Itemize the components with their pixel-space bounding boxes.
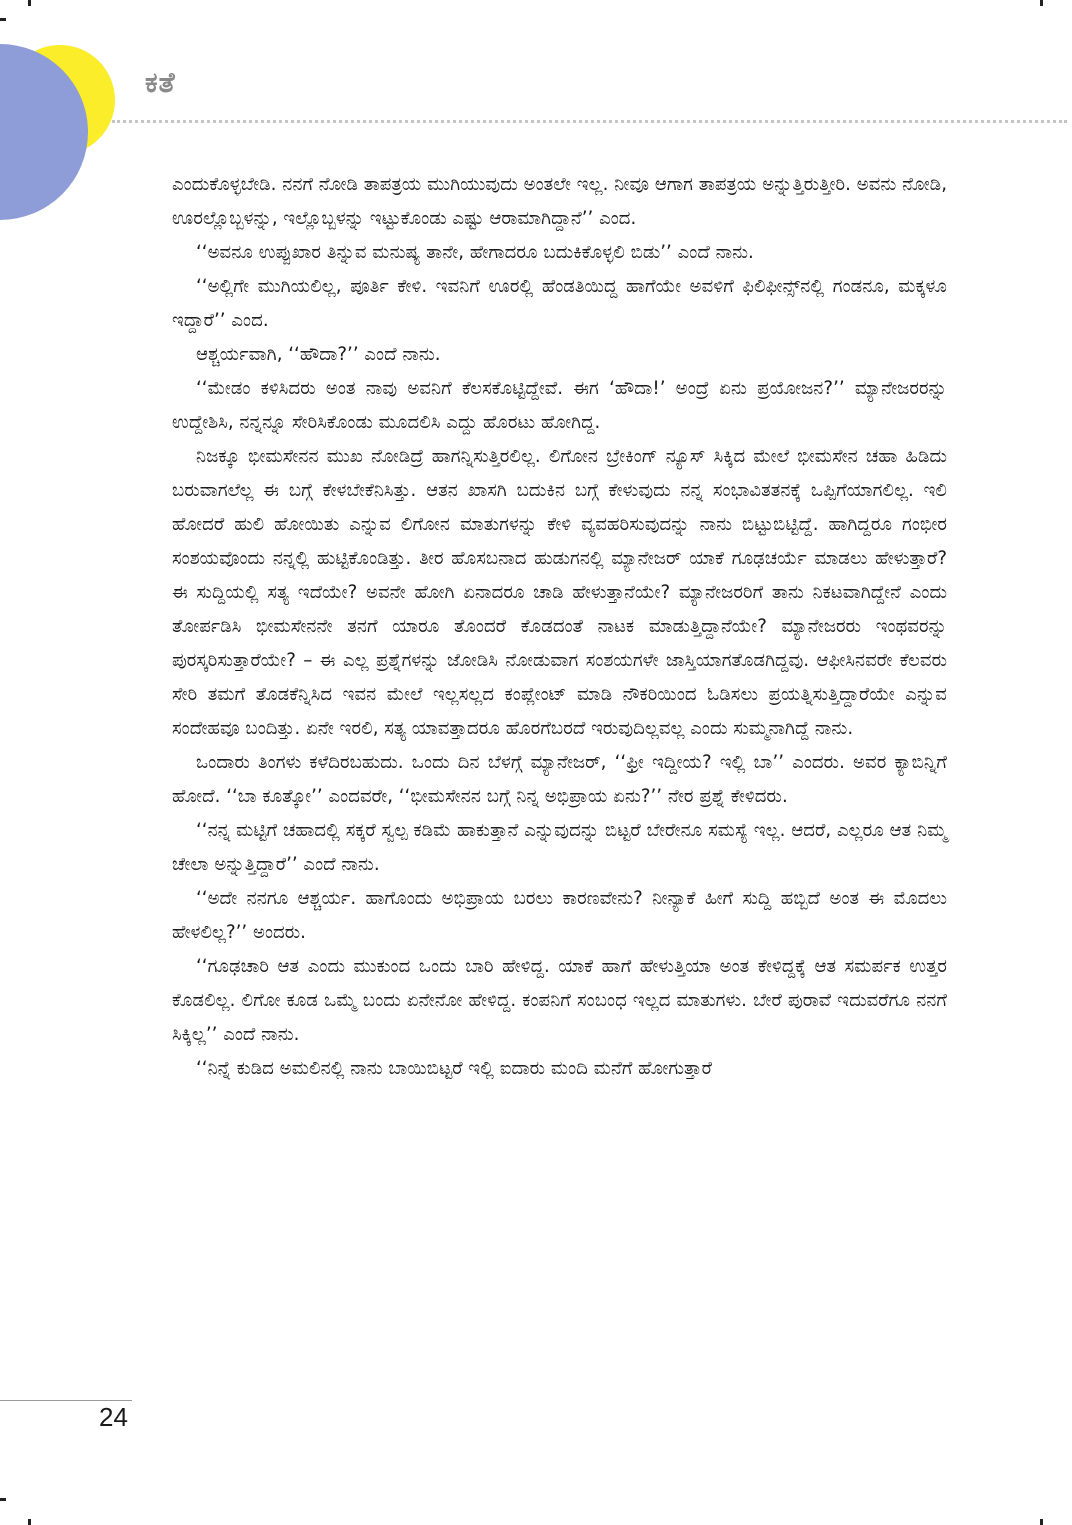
header-decoration [0, 0, 140, 220]
paragraph: ‘‘ಅದೇ ನನಗೂ ಆಶ್ಚರ್ಯ. ಹಾಗೊಂದು ಅಭಿಪ್ರಾಯ ಬರಲು ಕಾರಣವೇನು? ನೀನ್ಯಾಕೆ ಹೀಗೆ ಸುದ್ದಿ ಹಬ್ಬಿದೆ ಅಂತ ಈ ಮೊದಲು ಹೇಳಲಿಲ್ಲ?’’ ಅಂದರು. [172, 888, 947, 943]
crop-mark-top-right [1040, 0, 1043, 6]
paragraph: ನಿಜಕ್ಕೂ ಭೀಮಸೇನನ ಮುಖ ನೋಡಿದ್ರೆ ಹಾಗನ್ನಿಸುತ್ತಿರಲಿಲ್ಲ. ಲಿಗೋನ ಬ್ರೇಕಿಂಗ್ ನ್ಯೂಸ್ ಸಿಕ್ಕಿದ ಮೇಲೆ ಭೀಮಸೇನ ಚಹಾ ಹಿಡಿದು ಬರುವಾಗಲೆಲ್ಲ ಈ ಬಗ್ಗೆ ಕೇಳಬೇಕೆನಿಸಿತ್ತು. ಆತನ ಖಾಸಗಿ ಬದುಕಿನ ಬಗ್ಗೆ ಕೇಳುವುದು ನನ್ನ ಸಂಭಾವಿತತನಕ್ಕೆ ಒಪ್ಪಿಗೆಯಾಗಲಿಲ್ಲ. ಇಲಿ ಹೋದರೆ ಹುಲಿ ಹೋಯಿತು ಎನ್ನುವ ಲಿಗೋನ ಮಾತುಗಳನ್ನು ಕೇಳಿ ವ್ಯವಹರಿಸುವುದನ್ನು ನಾನು ಬಿಟ್ಟುಬಿಟ್ಟಿದ್ದೆ. ಹಾಗಿದ್ದರೂ ಗಂಭೀರ ಸಂಶಯವೊಂದು ನನ್ನಲ್ಲಿ ಹುಟ್ಟಿಕೊಂಡಿತ್ತು. ತೀರ ಹೊಸಬನಾದ ಹುಡುಗನಲ್ಲಿ ಮ್ಯಾನೇಜರ್ ಯಾಕೆ ಗೂಢಚರ್ಯೆ ಮಾಡಲು ಹೇಳುತ್ತಾರೆ? ಈ ಸುದ್ದಿಯಲ್ಲಿ ಸತ್ಯ ಇದೆಯೇ? ಅವನೇ ಹೋಗಿ ಏನಾದರೂ ಚಾಡಿ ಹೇಳುತ್ತಾನೆಯೇ? ಮ್ಯಾನೇಜರರಿಗೆ ತಾನು ನಿಕಟವಾಗಿದ್ದೇನೆ ಎಂದು ತೋರ್ಪಡಿಸಿ ಭೀಮಸೇನನೇ ತನಗೆ ಯಾರೂ ತೊಂದರೆ ಕೊಡದಂತೆ ನಾಟಕ ಮಾಡುತ್ತಿದ್ದಾನೆಯೇ? ಮ್ಯಾನೇಜರರು ಇಂಥವರನ್ನು ಪುರಸ್ಕರಿಸುತ್ತಾರೆಯೇ? – ಈ ಎಲ್ಲ ಪ್ರಶ್ನೆಗಳನ್ನು ಜೋಡಿಸಿ ನೋಡುವಾಗ ಸಂಶಯಗಳೇ ಜಾಸ್ತಿಯಾಗತೊಡಗಿದ್ದವು. ಆಫೀಸಿನವರೇ ಕೆಲವರು ಸೇರಿ ತಮಗೆ ತೊಡಕೆನ್ನಿಸಿದ ಇವನ ಮೇಲೆ ಇಲ್ಲಸಲ್ಲದ ಕಂಪ್ಲೇಂಟ್ ಮಾಡಿ ನೌಕರಿಯಿಂದ ಓಡಿಸಲು ಪ್ರಯತ್ನಿಸುತ್ತಿದ್ದಾರೆಯೇ ಎನ್ನುವ ಸಂದೇಹವೂ ಬಂದಿತ್ತು. ಏನೇ ಇರಲಿ, ಸತ್ಯ ಯಾವತ್ತಾದರೂ ಹೊರಗೆಬರದೆ ಇರುವುದಿಲ್ಲವಲ್ಲ ಎಂದು ಸುಮ್ಮನಾಗಿದ್ದೆ ನಾನು. [172, 446, 947, 739]
paragraph: ‘‘ನನ್ನ ಮಟ್ಟಿಗೆ ಚಹಾದಲ್ಲಿ ಸಕ್ಕರೆ ಸ್ವಲ್ಪ ಕಡಿಮೆ ಹಾಕುತ್ತಾನೆ ಎನ್ನುವುದನ್ನು ಬಿಟ್ಟರೆ ಬೇರೇನೂ ಸಮಸ್ಯೆ ಇಲ್ಲ. ಆದರೆ, ಎಲ್ಲರೂ ಆತ ನಿಮ್ಮ ಚೇಲಾ ಅನ್ನುತ್ತಿದ್ದಾರೆ’’ ಎಂದೆ ನಾನು. [172, 820, 947, 875]
paragraph: ‘‘ಅವನೂ ಉಪ್ಪುಖಾರ ತಿನ್ನುವ ಮನುಷ್ಯ ತಾನೇ, ಹೇಗಾದರೂ ಬದುಕಿಕೊಳ್ಳಲಿ ಬಿಡು’’ ಎಂದೆ ನಾನು. [196, 242, 754, 263]
page-number: 24 [99, 1402, 128, 1432]
paragraph: ‘‘ಮೇಡಂ ಕಳಿಸಿದರು ಅಂತ ನಾವು ಅವನಿಗೆ ಕೆಲಸಕೊಟ್ಟಿದ್ದೇವೆ. ಈಗ ‘ಹೌದಾ!’ ಅಂದ್ರೆ ಏನು ಪ್ರಯೋಜನ?’’ ಮ್ಯಾನೇಜರರನ್ನು ಉದ್ದೇಶಿಸಿ, ನನ್ನನ್ನೂ ಸೇರಿಸಿಕೊಂಡು ಮೂದಲಿಸಿ ಎದ್ದು ಹೊರಟು ಹೋಗಿದ್ದ. [172, 378, 947, 433]
crop-mark-bottom-center [28, 1519, 31, 1525]
paragraph: ಎಂದುಕೊಳ್ಳಬೇಡಿ. ನನಗೆ ನೋಡಿ ತಾಪತ್ರಯ ಮುಗಿಯುವುದು ಅಂತಲೇ ಇಲ್ಲ. ನೀವೂ ಆಗಾಗ ತಾಪತ್ರಯ ಅನ್ನುತ್ತಿರುತ್ತೀರಿ. ಅವನು ನೋಡಿ, ಊರಲ್ಲೊಬ್ಬಳನ್ನು, ಇಲ್ಲೊಬ್ಬಳನ್ನು ಇಟ್ಟುಕೊಂಡು ಎಷ್ಟು ಆರಾಮಾಗಿದ್ದಾನೆ’’ ಎಂದ. [172, 174, 947, 229]
paragraph: ‘‘ಅಲ್ಲಿಗೇ ಮುಗಿಯಲಿಲ್ಲ, ಪೂರ್ತಿ ಕೇಳಿ. ಇವನಿಗೆ ಊರಲ್ಲಿ ಹೆಂಡತಿಯಿದ್ದ ಹಾಗೆಯೇ ಅವಳಿಗೆ ಫಿಲಿಫೀನ್ಸ್‌ನಲ್ಲಿ ಗಂಡನೂ, ಮಕ್ಕಳೂ ಇದ್ದಾರೆ’’ ಎಂದ. [172, 276, 947, 331]
crop-mark-bottom-right [1040, 1519, 1043, 1525]
story-body [172, 168, 947, 1086]
footer-rule [0, 1400, 132, 1401]
paragraph: ‘‘ಗೂಢಚಾರಿ ಆತ ಎಂದು ಮುಕುಂದ ಒಂದು ಬಾರಿ ಹೇಳಿದ್ದ. ಯಾಕೆ ಹಾಗೆ ಹೇಳುತ್ತಿಯಾ ಅಂತ ಕೇಳಿದ್ದಕ್ಕೆ ಆತ ಸಮರ್ಪಕ ಉತ್ತರ ಕೊಡಲಿಲ್ಲ. ಲಿಗೋ ಕೂಡ ಒಮ್ಮೆ ಬಂದು ಏನೇನೋ ಹೇಳಿದ್ದ. ಕಂಪನಿಗೆ ಸಂಬಂಧ ಇಲ್ಲದ ಮಾತುಗಳು. ಬೇರೆ ಪುರಾವೆ ಇದುವರೆಗೂ ನನಗೆ ಸಿಕ್ಕಿಲ್ಲ’’ ಎಂದೆ ನಾನು. [172, 956, 947, 1045]
section-title: ಕತೆ [145, 66, 176, 99]
paragraph: ಒಂದಾರು ತಿಂಗಳು ಕಳೆದಿರಬಹುದು. ಒಂದು ದಿನ ಬೆಳಗ್ಗೆ ಮ್ಯಾನೇಜರ್, ‘‘ಫ್ರೀ ಇದ್ದೀಯ? ಇಲ್ಲಿ ಬಾ’’ ಎಂದರು. ಅವರ ಕ್ಯಾಬಿನ್ನಿಗೆ ಹೋದೆ. ‘‘ಬಾ ಕೂತ್ಕೋ’’ ಎಂದವರೇ, ‘‘ಭೀಮಸೇನನ ಬಗ್ಗೆ ನಿನ್ನ ಅಭಿಪ್ರಾಯ ಏನು?’’ ನೇರ ಪ್ರಶ್ನೆ ಕೇಳಿದರು. [172, 752, 947, 807]
paragraph: ‘‘ನಿನ್ನೆ ಕುಡಿದ ಅಮಲಿನಲ್ಲಿ ನಾನು ಬಾಯಿಬಿಟ್ಟರೆ ಇಲ್ಲಿ ಐದಾರು ಮಂದಿ ಮನೆಗೆ ಹೋಗುತ್ತಾರೆ [196, 1058, 712, 1079]
dotted-header-rule [112, 120, 1067, 123]
paragraph: ಆಶ್ಚರ್ಯವಾಗಿ, ‘‘ಹೌದಾ?’’ ಎಂದೆ ನಾನು. [196, 344, 441, 365]
crop-mark-bottom-left [0, 1498, 6, 1501]
